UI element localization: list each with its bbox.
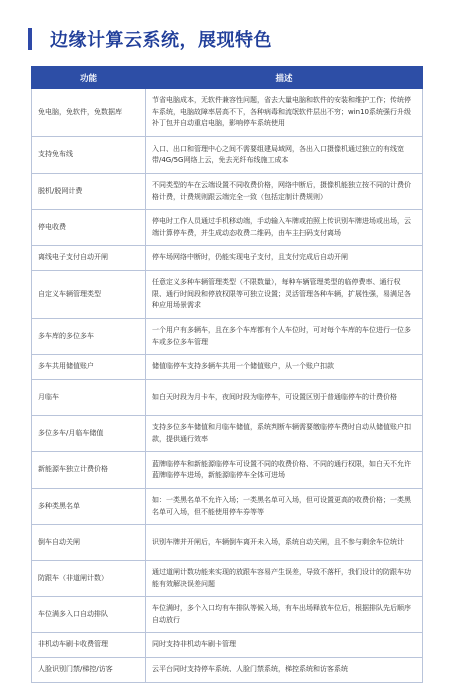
feature-description: 云平台同时支持停车系统、人脸门禁系统，梯控系统和访客系统 <box>146 658 423 683</box>
feature-description: 不同类型的车在云端设置不同收费价格，网络中断后，摄像机能独立按不同的计费价格计费，计费规则跟云端完全一致（包括定制计费规则） <box>146 174 423 210</box>
feature-name: 支持免布线 <box>32 137 146 174</box>
column-header-description: 描述 <box>146 67 423 89</box>
table-row <box>32 89 423 137</box>
table-row <box>32 633 423 658</box>
feature-description: 任意定义多种车辆管理类型（不限数量），每种车辆管理类型的临停费率、通行权限、通行时间段和停放权限等可独立设置；灵活管理各种车辆，扩展性强，易满足各种应用场景需求 <box>146 271 423 319</box>
table-row <box>32 561 423 597</box>
table-header-row <box>32 67 423 89</box>
table-row <box>32 452 423 489</box>
feature-description: 识别车牌并开闸后，车辆倒车离开未入场，系统自动关闸，且不参与剩余车位统计 <box>146 525 423 561</box>
feature-description: 车位满时，多个入口均有车排队等候入场，有车出场释放车位后，根据排队先后顺序自动放行 <box>146 597 423 633</box>
feature-description: 通过道闸计数功能来实现的放跟车容易产生误差，导致不落杆，我们设计的防跟车功能有效解决误差问题 <box>146 561 423 597</box>
feature-description: 停车场网络中断时，仍能实现电子支付，且支付完成后自动开闸 <box>146 246 423 271</box>
column-header-feature: 功能 <box>32 67 146 89</box>
feature-table <box>31 66 423 683</box>
table-row <box>32 525 423 561</box>
table-row <box>32 319 423 355</box>
feature-name: 月临车 <box>32 380 146 416</box>
feature-name: 新能源车独立计费价格 <box>32 452 146 489</box>
feature-name: 倒车自动关闸 <box>32 525 146 561</box>
feature-name: 多车共用储值账户 <box>32 355 146 380</box>
feature-name: 多车库的多位多车 <box>32 319 146 355</box>
table-row <box>32 137 423 174</box>
table-row <box>32 380 423 416</box>
table-row <box>32 416 423 452</box>
table-row <box>32 271 423 319</box>
table-row <box>32 489 423 525</box>
table-row <box>32 246 423 271</box>
feature-description: 入口、出口和管理中心之间不需要组建局域网，各出入口摄像机通过独立的有线宽带/4G/5G网络上云，免去光纤布线施工成本 <box>146 137 423 174</box>
feature-name: 脱机/脱网计费 <box>32 174 146 210</box>
table-row <box>32 597 423 633</box>
feature-description: 蓝牌临停车和新能源临停车可设置不同的收费价格、不同的通行权限，如白天不允许蓝牌临停车进场，新能源临停车全体可进场 <box>146 452 423 489</box>
feature-description: 同时支持非机动车刷卡管理 <box>146 633 423 658</box>
feature-description: 停电时工作人员通过手机移动端，手动输入车牌或拍照上传识别车牌进场或出场，云端计算停车费，并生成动态收费二维码，由车主扫码支付离场 <box>146 210 423 246</box>
feature-description: 节省电脑成本，无软件兼容性问题，省去大量电脑和软件的安装和维护工作；传统停车系统，电脑故障率居高不下，各种病毒和流氓软件层出不穷；win10系统强行升级补丁包并自动重启电脑，影响停车系统使用 <box>146 89 423 137</box>
table-row <box>32 355 423 380</box>
feature-description: 如白天时段为月卡车，夜间时段为临停车，可设置区别于普通临停车的计费价格 <box>146 380 423 416</box>
title-accent-bar <box>28 28 32 50</box>
table-row <box>32 658 423 683</box>
feature-name: 防跟车（非道闸计数） <box>32 561 146 597</box>
feature-name: 离线电子支付自动开闸 <box>32 246 146 271</box>
feature-name: 车位满多入口自动排队 <box>32 597 146 633</box>
feature-description: 储值临停车支持多辆车共用一个储值账户，从一个账户扣款 <box>146 355 423 380</box>
feature-description: 支持多位多车储值和月临车储值，系统判断车辆需要缴临停车费时自动从储值账户扣款，提供通行效率 <box>146 416 423 452</box>
feature-name: 免电脑，免软件，免数据库 <box>32 89 146 137</box>
feature-name: 人脸识别门禁/梯控/访客 <box>32 658 146 683</box>
feature-description: 一个用户有多辆车，且在多个车库都有个人车位时，可对每个车库的车位进行一位多车或多位多车管理 <box>146 319 423 355</box>
page-title: 边缘计算云系统，展现特色 <box>50 30 272 51</box>
table-row <box>32 174 423 210</box>
feature-name: 自定义车辆管理类型 <box>32 271 146 319</box>
feature-name: 多位多车/月临车储值 <box>32 416 146 452</box>
feature-description: 如：一类黑名单不允许入场；一类黑名单可入场，但可设置更高的收费价格；一类黑名单可入场，但不能使用停车券等等 <box>146 489 423 525</box>
feature-name: 多种类黑名单 <box>32 489 146 525</box>
feature-name: 非机动车刷卡收费管理 <box>32 633 146 658</box>
table-row <box>32 210 423 246</box>
document-header <box>0 20 450 60</box>
feature-name: 停电收费 <box>32 210 146 246</box>
